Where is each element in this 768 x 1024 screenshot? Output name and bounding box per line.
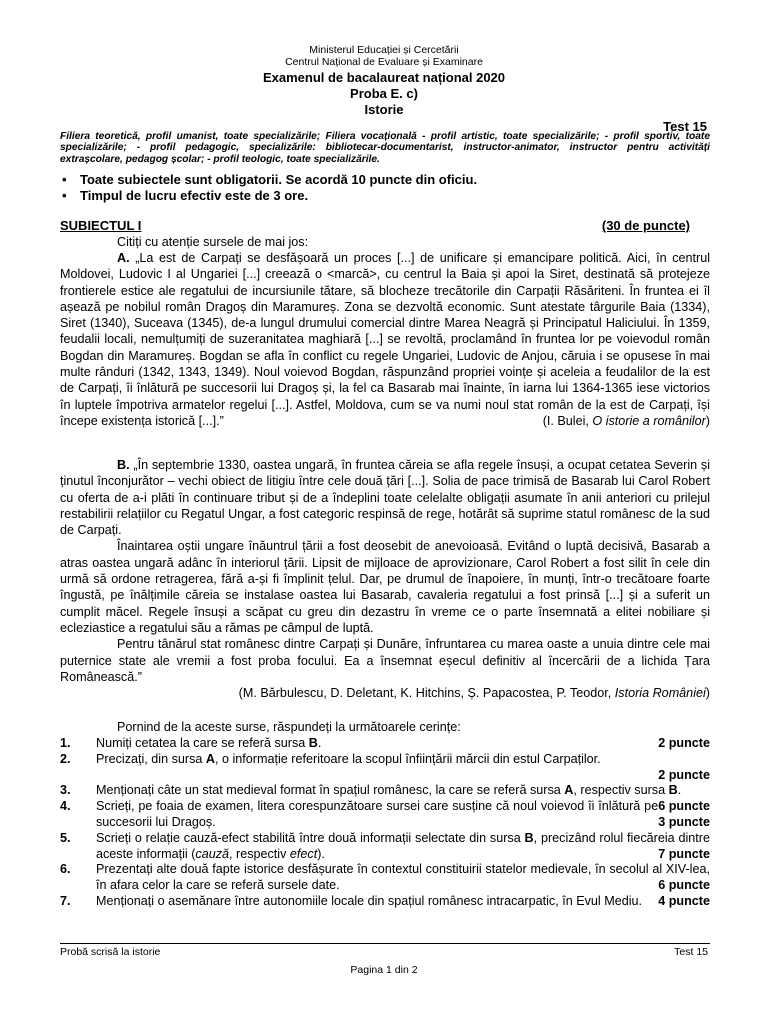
question-points: 2 puncte xyxy=(658,736,710,750)
question-text-end: . xyxy=(677,783,682,798)
question-points: 2 puncte xyxy=(658,767,710,782)
question-points: 6 puncte xyxy=(658,799,710,814)
question-points: 7 puncte xyxy=(658,846,710,861)
question-text: Scrieți o relație cauză-efect stabilită între două informații selectate din sursa xyxy=(96,830,525,845)
question-text: Numiți cetatea la care se referă sursa xyxy=(96,736,309,750)
question-number: 7. xyxy=(60,893,71,908)
source-b-text-1: „În septembrie 1330, oastea ungară, în fruntea căreia se afla regele însuși, a ocupat cetatea Severin și ținutul înconjurător – vechi obiect de litigiu între cele două țări [...]. Solia de pace trimisă de Basarab lui Carol Robert cu oferta de a-i plăti în continuare tribut și de a îndeplini toate celelalte obligații asumate în anii anteriori cu prilejul restabilirii relațiilor cu Regatul Ungar, a fost categoric respinsă de rege, hotărât să suprime statul românesc de la sud de Carpați. xyxy=(60,458,711,538)
question-source-ref: B xyxy=(308,736,318,750)
question-text: Precizați, din sursa xyxy=(96,751,206,766)
source-b xyxy=(60,457,710,701)
exam-subject: Istorie xyxy=(364,102,404,117)
question-item xyxy=(60,799,710,831)
question-number: 6. xyxy=(60,862,71,877)
question-number: 4. xyxy=(60,799,71,814)
question-item xyxy=(60,894,710,910)
question-number: 5. xyxy=(60,830,71,845)
question-source-ref: B xyxy=(524,830,534,845)
question-text-end: . xyxy=(317,736,322,750)
source-a-book: O istorie a românilor xyxy=(592,413,706,428)
source-a-text: „La est de Carpați se desfășoară un proces [...] de unificare și emancipare politică. Aici, în centrul Moldovei, Ludovic I al Ungariei [...] creează o <marcă>, cu centrul la Baia și apoi la Siret, destinată să protejeze frontierele estice ale regatului de incursiunile tătare, să blocheze trecătorile din Carpații Răsăriteni. În fruntea ei îl așează pe nobilul român Dragoș din Maramureș. Zona se dezvoltă economic. Sunt atestate târgurile Baia (1334), Siret (1340), Suceava (1345), de-a lungul drumului comercial dintre Marea Neagră și Principatul Haliciului. În 1359, feudalii locali, nemulțumiți de suzeranitatea maghiară [...] se revoltă, proclamând în fruntea lor pe voievodul român Bogdan din Maramureș. Bogdan se afla în conflict cu regele Ungariei, Ludovic de Anjou, căruia i se opusese în mai multe rânduri (1342, 1343, 1349). Noul voievod Bogdan, răspunzând propriei voințe și aceleia a feudalilor de la est de Carpați, îi înlătură pe succesorii lui Dragoș și, la fel ca Basarab mai înainte, în iarna lui 1364-1365 iese victorios în luptele împotriva armatelor regelui [...]. Astfel, Moldova, cum se va numi noul stat român de la est de Carpați, își începe existența istorică [...].” xyxy=(60,251,710,428)
question-number: 3. xyxy=(60,783,71,798)
question-text-end: , o informație referitoare la scopul înființării mărcii din estul Carpaților. xyxy=(215,751,601,766)
question-item xyxy=(60,831,710,863)
source-b-label: B. xyxy=(117,458,130,472)
source-b-close: ) xyxy=(705,686,710,701)
test-number: Test 15 xyxy=(663,119,707,134)
question-number: 1. xyxy=(60,736,71,750)
question-text: Prezentați alte două fapte istorice desfășurate în contextul constituirii statelor medievale, în secolul al XIV-lea, în afara celor la care se referă sursele date. xyxy=(96,862,710,893)
question-term-effect: efect xyxy=(289,846,318,861)
section-intro: Citiți cu atenție sursele de mai jos: xyxy=(117,235,309,249)
source-b-book: Istoria României xyxy=(614,686,706,701)
question-points: 3 puncte xyxy=(658,814,710,829)
question-source-ref: A xyxy=(205,751,215,766)
question-points: 4 puncte xyxy=(658,893,710,908)
question-term-cause: cauză xyxy=(195,846,229,861)
question-text-mid: , precizând rolul fiecăreia dintre aceste informații ( xyxy=(96,830,710,861)
question-item xyxy=(60,736,710,752)
questions-intro: Pornind de la aceste surse, răspundeți la următoarele cerințe: xyxy=(117,720,461,734)
source-a-author: (I. Bulei, xyxy=(542,413,593,428)
source-b-paragraph-3: Pentru tânărul stat românesc dintre Carpați și Dunăre, înfruntarea cu marea oaste a unuia dintre cele mai puternice state ale vremii a fost proba focului. Ea a însemnat eșecul definitiv al încercării de a lichida Țara Românească.” xyxy=(60,637,710,684)
instruction-item: • Toate subiectele sunt obligatorii. Se acordă 10 puncte din oficiu. xyxy=(60,172,710,188)
footer-divider xyxy=(60,943,710,944)
question-text-mid: , respectiv xyxy=(229,846,290,861)
exam-title: Examenul de bacalaureat național 2020 xyxy=(262,70,506,85)
section-header xyxy=(60,218,690,234)
question-item xyxy=(60,862,710,894)
source-b-citation xyxy=(60,685,710,701)
source-a xyxy=(60,250,710,429)
question-source-ref: A xyxy=(564,783,574,798)
section-points: (30 de puncte) xyxy=(601,218,690,233)
instructions-list xyxy=(60,172,710,204)
exam-proba: Proba E. c) xyxy=(350,86,418,101)
question-text-mid: , respectiv sursa xyxy=(573,783,669,798)
question-points: 6 puncte xyxy=(658,878,710,893)
section-title: SUBIECTUL I xyxy=(60,218,142,233)
footer-left: Probă scrisă la istorie xyxy=(60,946,161,958)
question-text: Menționați câte un stat medieval format în spațiul românesc, la care se referă sursa xyxy=(96,783,565,798)
ministry-name: Ministerul Educației și Cercetării xyxy=(309,44,459,56)
question-source-ref: B xyxy=(668,783,678,798)
source-b-paragraph-1 xyxy=(60,457,710,538)
question-item xyxy=(60,752,710,784)
source-b-author: (M. Bărbulescu, D. Deletant, K. Hitchins, Ș. Papacostea, P. Teodor, xyxy=(238,686,615,701)
instruction-item: • Timpul de lucru efectiv este de 3 ore. xyxy=(60,188,710,204)
question-text-end: ). xyxy=(317,846,325,861)
question-text: Menționați o asemănare între autonomiile locale din spațiul românesc intracarpatic, în Evul Mediu. xyxy=(96,893,643,908)
filiera-text: Filiera teoretică, profil umanist, toate specializările; Filiera vocațională - profil artistic, toate specializările; - profil sportiv, toate specializările; - profil pedagogic, specializările: bibliotecar-documentarist, instructor-animator, instructor pentru activități extrașcolare, pedagog școlar; - profil teologic, toate specializările. xyxy=(60,131,710,165)
footer-right: Test 15 xyxy=(674,946,708,958)
question-text: Scrieți, pe foaia de examen, litera corespunzătoare sursei care susține că noul voievod îi înlătură pe succesorii lui Dragoș. xyxy=(96,799,659,829)
source-a-label: A. xyxy=(117,251,130,265)
question-number: 2. xyxy=(60,751,71,766)
questions-list xyxy=(60,736,710,910)
center-name: Centrul Național de Evaluare și Examinare xyxy=(285,56,483,68)
source-a-close: ) xyxy=(705,413,710,428)
source-b-paragraph-2: Înaintarea oștii ungare înăuntrul țării a fost deosebit de anevoioasă. Evitând o luptă decisivă, Basarab a atras oastea ungară adânc în interiorul țării. Lipsit de mijloace de aprovizionare, Carol Robert a fost silit în cele din urmă să ordone retragerea, fără a-și fi împlinit țelul. Dar, pe drumul de înapoiere, în munți, într-o trecătoare foarte îngustă, pe înălțimile căreia se instalase oastea lui Basarab, cavaleria regatului a fost prinsă [...] și a suferit un cumplit măcel. Regele însuși a scăpat cu greu din dezastru în vreme ce o parte însemnată a elitei nobiliare și ecleziastice a regatului său a rămas pe câmpul de luptă. xyxy=(60,539,710,635)
page-number: Pagina 1 din 2 xyxy=(350,964,418,976)
